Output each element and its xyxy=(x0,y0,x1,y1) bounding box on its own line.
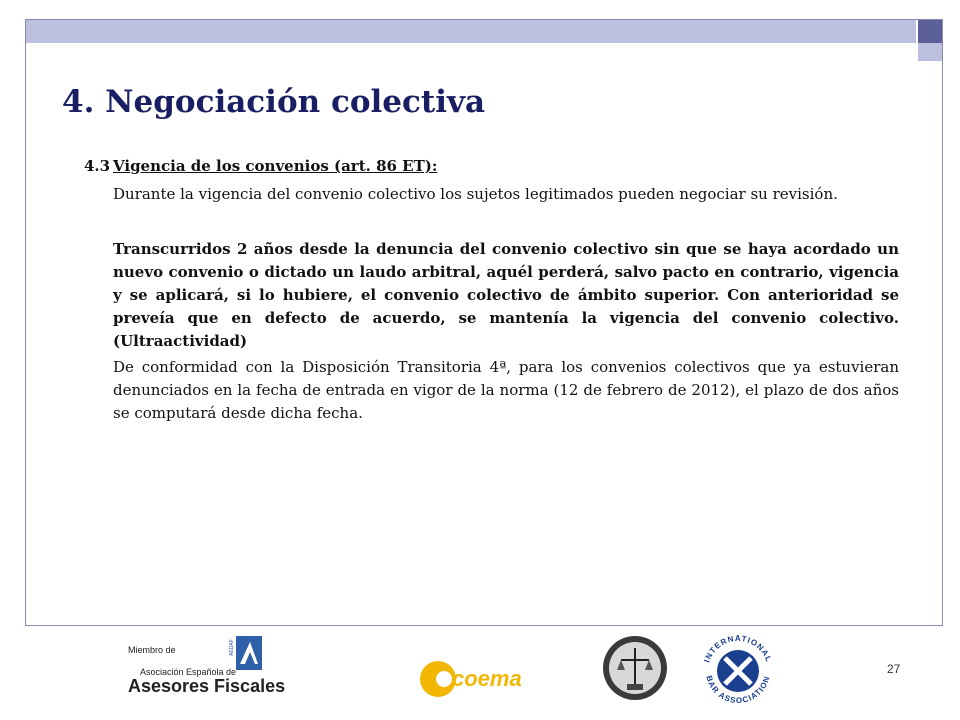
top-corner-square-light xyxy=(918,43,942,61)
aeaf-name-line1: Asociación Española de xyxy=(140,667,237,677)
page-number: 27 xyxy=(887,662,901,676)
section-title: Vigencia de los convenios (art. 86 ET): xyxy=(113,157,438,175)
paragraph-disposicion-transitoria: De conformidad con la Disposición Transitoria 4ª, para los convenios colectivos que ya estuvieran denunciados en la fecha de entrada en vigor de la norma (12 de febrero de 2012), el plazo de dos años se computará desde dicha fecha. xyxy=(113,358,899,422)
paragraph-ultraactividad: Transcurridos 2 años desde la denuncia del convenio colectivo sin que se haya acordado un nuevo convenio o dictado un laudo arbitral, aquél perderá, salvo pacto en contrario, vigencia y se aplicará, si lo hubiere, el convenio colectivo de ámbito superior. Con anterioridad se preveía que en defecto de acuerdo, se mantenía la vigencia del convenio colectivo. (Ultraactividad) xyxy=(113,240,899,350)
section-number: 4.3 xyxy=(84,157,111,175)
justice-seal-logo xyxy=(601,634,669,702)
iba-top-text: INTERNATIONAL xyxy=(702,634,774,664)
member-of-label: Miembro de xyxy=(128,645,176,655)
iba-bottom-text: BAR ASSOCIATION xyxy=(704,674,772,706)
aedaf-vertical-text: AEDAF xyxy=(229,639,235,656)
iba-logo xyxy=(697,630,779,712)
aeaf-name-line2: Asesores Fiscales xyxy=(128,676,286,696)
top-decorative-bar xyxy=(26,20,916,43)
coema-text: coema xyxy=(452,666,522,691)
paragraph-revision: Durante la vigencia del convenio colectivo los sujetos legitimados pueden negociar su revisión. xyxy=(113,185,838,203)
coema-logo xyxy=(418,655,528,700)
slide-title: 4. Negociación colectiva xyxy=(62,84,486,120)
top-corner-square-dark xyxy=(918,20,942,43)
